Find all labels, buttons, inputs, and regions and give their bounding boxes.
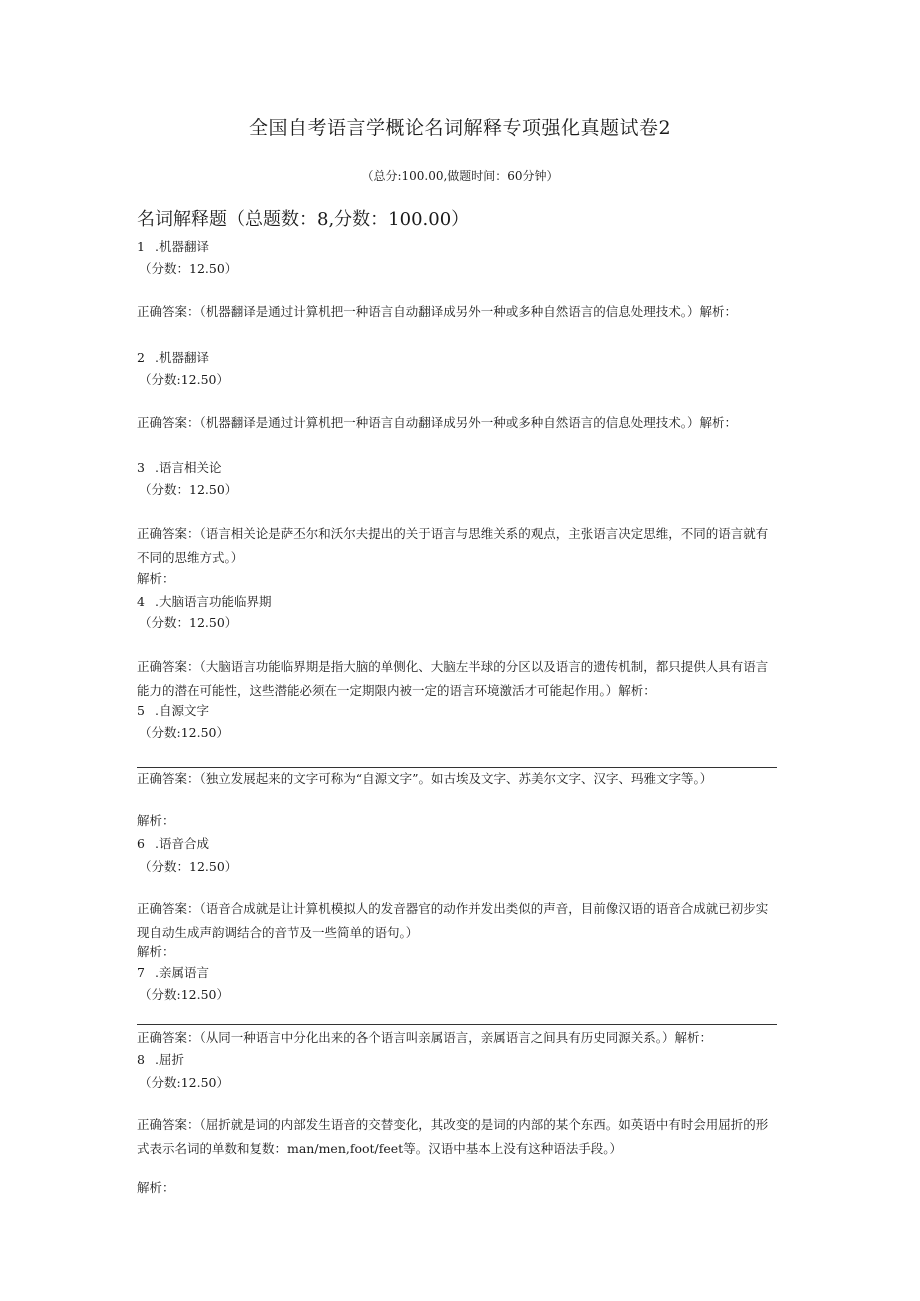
question-8-term bbox=[137, 1052, 184, 1068]
question-term: .语音合成 bbox=[155, 836, 209, 851]
question-7-answer: 正确答案：（从同一种语言中分化出来的各个语言叫亲属语言，亲属语言之间具有历史同源关系。）解析： bbox=[137, 1030, 713, 1045]
question-number: 7 bbox=[137, 965, 145, 980]
question-4-score: （分数：12.50） bbox=[139, 615, 238, 630]
question-8-analysis: 解析： bbox=[137, 1180, 175, 1195]
question-7-score: （分数:12.50） bbox=[139, 987, 229, 1002]
question-number: 1 bbox=[137, 239, 145, 254]
question-3-answer: 正确答案：（语言相关论是萨丕尔和沃尔夫提出的关于语言与思维关系的观点，主张语言决定思维，不同的语言就有不同的思维方式。） bbox=[137, 526, 769, 565]
question-number: 3 bbox=[137, 460, 145, 475]
question-term: .大脑语言功能临界期 bbox=[155, 594, 272, 609]
divider-line bbox=[137, 1024, 777, 1025]
question-6-term bbox=[137, 836, 209, 852]
question-1-term bbox=[137, 239, 209, 255]
document-title: 全国自考语言学概论名词解释专项强化真题试卷2 bbox=[248, 117, 672, 139]
question-number: 6 bbox=[137, 836, 145, 851]
question-number: 2 bbox=[137, 350, 145, 365]
question-1-answer: 正确答案：（机器翻译是通过计算机把一种语言自动翻译成另外一种或多种自然语言的信息处理技术。）解析： bbox=[137, 304, 738, 319]
question-3-analysis: 解析： bbox=[137, 571, 175, 586]
question-number: 5 bbox=[137, 703, 145, 718]
question-number: 8 bbox=[137, 1052, 145, 1067]
question-5-term bbox=[137, 703, 209, 719]
exam-meta: （总分:100.00,做题时间：60分钟） bbox=[361, 169, 559, 183]
question-term: .屈折 bbox=[155, 1052, 184, 1067]
question-term: .自源文字 bbox=[155, 703, 209, 718]
question-3-score: （分数：12.50） bbox=[139, 482, 238, 497]
question-3-term bbox=[137, 460, 221, 476]
question-term: .亲属语言 bbox=[155, 965, 209, 980]
question-6-analysis: 解析： bbox=[137, 944, 175, 959]
question-4-answer: 正确答案：（大脑语言功能临界期是指大脑的单侧化、大脑左半球的分区以及语言的遗传机制，都只提供人具有语言能力的潜在可能性，这些潜能必须在一定期限内被一定的语言环境激活才可能起作用。）解析： bbox=[137, 659, 769, 698]
question-8-score: （分数:12.50） bbox=[139, 1075, 229, 1090]
question-5-analysis: 解析： bbox=[137, 813, 175, 828]
question-5-answer: 正确答案：（独立发展起来的文字可称为“自源文字”。如古埃及文字、苏美尔文字、汉字、玛雅文字等。） bbox=[137, 771, 713, 786]
question-term: .机器翻译 bbox=[155, 239, 209, 254]
question-6-answer: 正确答案：（语音合成就是让计算机模拟人的发音器官的动作并发出类似的声音，目前像汉语的语音合成就已初步实现自动生成声韵调结合的音节及一些简单的语句。） bbox=[137, 901, 769, 940]
question-8-answer: 正确答案：（屈折就是词的内部发生语音的交替变化，其改变的是词的内部的某个东西。如英语中有时会用屈折的形式表示名词的单数和复数：man/men,foot/feet等。汉语中基本上没有这种语法手段。） bbox=[137, 1117, 769, 1156]
section-heading: 名词解释题（总题数：8,分数：100.00） bbox=[137, 209, 470, 230]
question-number: 4 bbox=[137, 594, 145, 609]
question-2-answer: 正确答案：（机器翻译是通过计算机把一种语言自动翻译成另外一种或多种自然语言的信息处理技术。）解析： bbox=[137, 415, 738, 430]
question-2-score: （分数:12.50） bbox=[139, 372, 229, 387]
question-5-score: （分数:12.50） bbox=[139, 725, 229, 740]
question-4-term bbox=[137, 594, 271, 610]
question-1-score: （分数：12.50） bbox=[139, 261, 238, 276]
question-term: .机器翻译 bbox=[155, 350, 209, 365]
question-term: .语言相关论 bbox=[155, 460, 222, 475]
question-7-term bbox=[137, 965, 209, 981]
question-6-score: （分数：12.50） bbox=[139, 859, 238, 874]
question-2-term bbox=[137, 350, 209, 366]
